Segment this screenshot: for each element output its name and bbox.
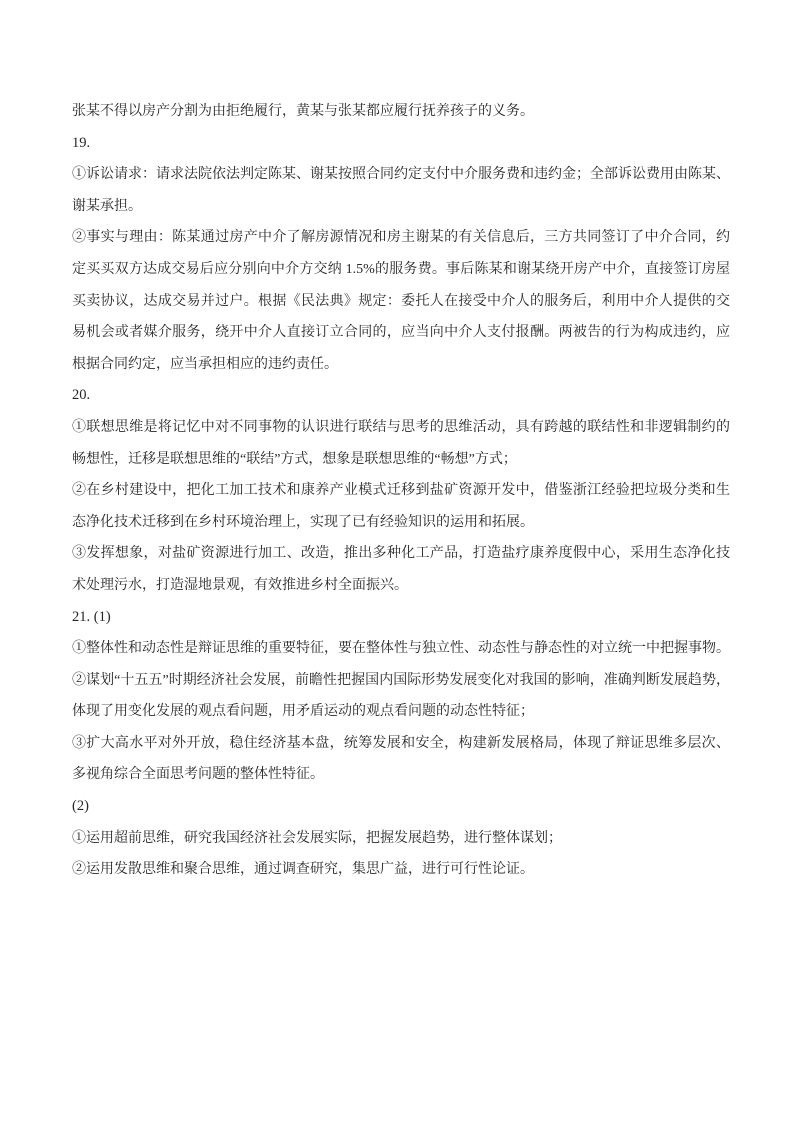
question-20-point-3-line-1: ③发挥想象，对盐矿资源进行加工、改造，推出多种化工产品，打造盐疗康养度假中心，采用生态净化技 [72, 546, 730, 562]
question-19-point-2-line-4: 易机会或者媒介服务，绕开中介人直接订立合同的，应当向中介人支付报酬。两被告的行为构成违约，应 [72, 325, 730, 341]
question-21-part-1-point-1: ①整体性和动态性是辩证思维的重要特征，要在整体性与独立性、动态性与静态性的对立统一中把握事物。 [72, 641, 730, 657]
prev-answer-continuation-line: 张某不得以房产分割为由拒绝履行，黄某与张某都应履行抚养孩子的义务。 [72, 104, 534, 119]
question-19-point-1-line-2: 谢某承担。 [72, 198, 142, 214]
question-20-point-3-line-2: 术处理污水，打造湿地景观，有效推进乡村全面振兴。 [72, 577, 408, 593]
question-21-part-1-point-3-line-2: 多视角综合全面思考问题的整体性特征。 [72, 767, 324, 783]
question-19-point-1-line-1: ①诉讼请求：请求法院依法判定陈某、谢某按照合同约定支付中介服务费和违约金；全部诉讼费用由陈某、 [72, 167, 730, 183]
question-20-label: 20. [72, 387, 91, 404]
question-21-part-2-point-2: ②运用发散思维和聚合思维，通过调查研究，集思广益，进行可行性论证。 [72, 862, 534, 878]
answer-text-block [72, 96, 730, 886]
question-19-point-2-line-3: 买卖协议，达成交易并过户。根据《民法典》规定：委托人在接受中介人的服务后，利用中介人提供的交 [72, 293, 730, 309]
question-20-point-1-line-1: ①联想思维是将记忆中对不同事物的认识进行联结与思考的思维活动，具有跨越的联结性和非逻辑制约的 [72, 419, 730, 435]
question-21-part-1-label: 21. (1) [72, 608, 111, 625]
question-20-point-2-line-1: ②在乡村建设中，把化工加工技术和康养产业模式迁移到盐矿资源开发中，借鉴浙江经验把垃圾分类和生 [72, 483, 730, 499]
question-19-point-2-line-5: 根据合同约定，应当承担相应的违约责任。 [72, 356, 338, 372]
question-21-part-1-point-3-line-1: ③扩大高水平对外开放，稳住经济基本盘，统筹发展和安全，构建新发展格局，体现了辩证思维多层次、 [72, 735, 730, 751]
question-21-part-2-label: (2) [72, 798, 89, 815]
question-19-label: 19. [72, 134, 91, 151]
question-21-part-2-point-1: ①运用超前思维，研究我国经济社会发展实际，把握发展趋势，进行整体谋划； [72, 830, 562, 846]
question-19-point-2-line-1: ②事实与理由：陈某通过房产中介了解房源情况和房主谢某的有关信息后，三方共同签订了中介合同，约 [72, 230, 730, 246]
question-19-point-2-line-2: 定买买双方达成交易后应分别向中介方交纳 1.5%的服务费。事后陈某和谢某绕开房产中介，直接签订房屋 [72, 261, 730, 277]
question-21-part-1-point-2-line-2: 体现了用变化发展的观点看问题，用矛盾运动的观点看问题的动态性特征； [72, 704, 534, 720]
question-20-point-2-line-2: 态净化技术迁移到在乡村环境治理上，实现了已有经验知识的运用和拓展。 [72, 514, 534, 530]
question-20-point-1-line-2: 畅想性，迁移是联想思维的“联结”方式，想象是联想思维的“畅想”方式； [72, 451, 517, 467]
question-21-part-1-point-2-line-1: ②谋划“十五五”时期经济社会发展，前瞻性把握国内国际形势发展变化对我国的影响，准确判断发展趋势， [72, 672, 730, 688]
